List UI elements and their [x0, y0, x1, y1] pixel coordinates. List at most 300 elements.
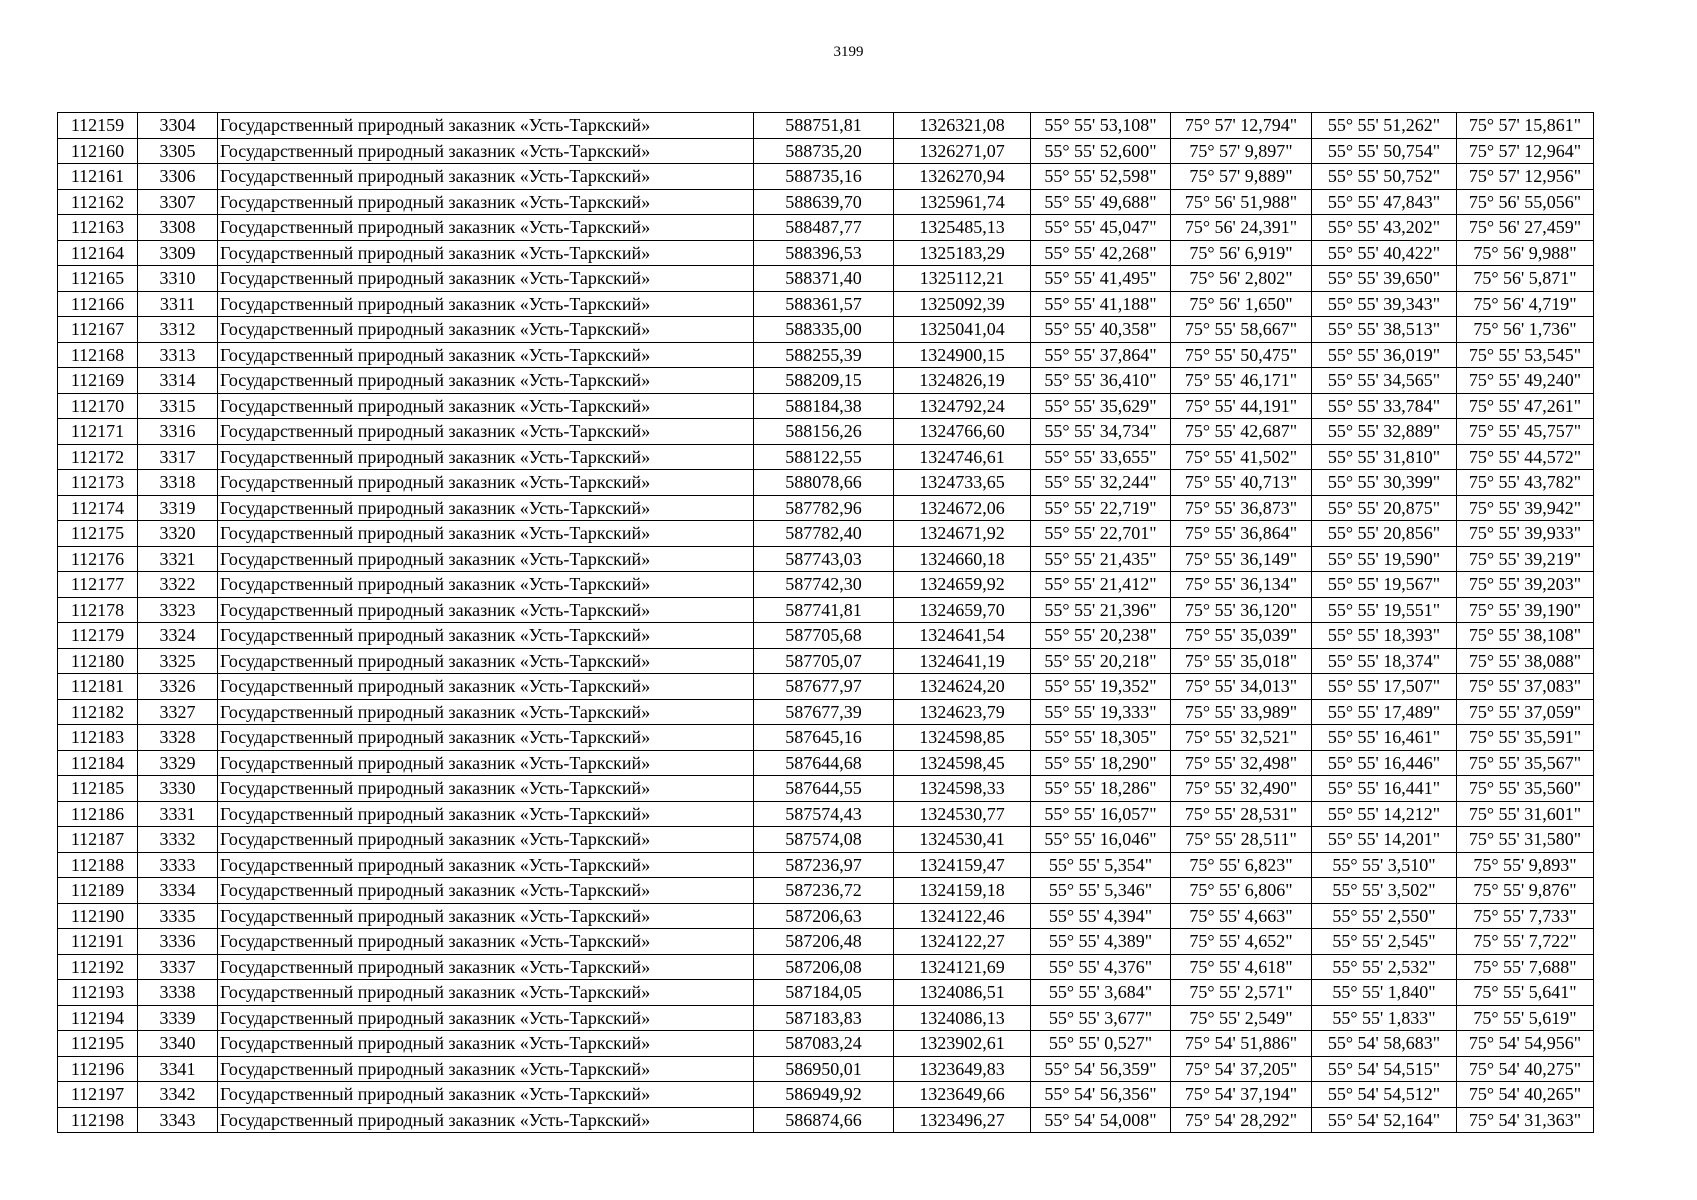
latitude-2-cell: 55° 55' 39,343" — [1312, 291, 1457, 317]
row-id-cell: 112160 — [58, 138, 138, 164]
longitude-1-cell: 75° 55' 4,618" — [1171, 954, 1312, 980]
x-coordinate-cell: 588156,26 — [754, 419, 894, 445]
point-number-cell: 3323 — [138, 597, 218, 623]
reserve-name-cell: Государственный природный заказник «Усть-Таркский» — [218, 776, 754, 802]
reserve-name-cell: Государственный природный заказник «Усть-Таркский» — [218, 1107, 754, 1133]
longitude-1-cell: 75° 55' 32,490" — [1171, 776, 1312, 802]
longitude-2-cell: 75° 55' 37,083" — [1457, 674, 1594, 700]
table-row — [58, 674, 1594, 700]
latitude-2-cell: 55° 55' 1,833" — [1312, 1005, 1457, 1031]
x-coordinate-cell: 586950,01 — [754, 1056, 894, 1082]
row-id-cell: 112196 — [58, 1056, 138, 1082]
table-row — [58, 342, 1594, 368]
longitude-1-cell: 75° 55' 58,667" — [1171, 317, 1312, 343]
longitude-1-cell: 75° 55' 33,989" — [1171, 699, 1312, 725]
point-number-cell: 3328 — [138, 725, 218, 751]
latitude-2-cell: 55° 55' 32,889" — [1312, 419, 1457, 445]
latitude-2-cell: 55° 55' 2,545" — [1312, 929, 1457, 955]
latitude-2-cell: 55° 55' 1,840" — [1312, 980, 1457, 1006]
longitude-2-cell: 75° 55' 39,219" — [1457, 546, 1594, 572]
y-coordinate-cell: 1324659,70 — [894, 597, 1031, 623]
table-row — [58, 572, 1594, 598]
latitude-2-cell: 55° 55' 19,567" — [1312, 572, 1457, 598]
latitude-1-cell: 55° 55' 19,352" — [1031, 674, 1171, 700]
reserve-name-cell: Государственный природный заказник «Усть-Таркский» — [218, 470, 754, 496]
latitude-2-cell: 55° 55' 17,507" — [1312, 674, 1457, 700]
point-number-cell: 3331 — [138, 801, 218, 827]
latitude-1-cell: 55° 55' 18,286" — [1031, 776, 1171, 802]
reserve-name-cell: Государственный природный заказник «Усть-Таркский» — [218, 572, 754, 598]
latitude-2-cell: 55° 55' 50,754" — [1312, 138, 1457, 164]
latitude-2-cell: 55° 55' 36,019" — [1312, 342, 1457, 368]
row-id-cell: 112164 — [58, 240, 138, 266]
longitude-2-cell: 75° 55' 39,942" — [1457, 495, 1594, 521]
x-coordinate-cell: 588184,38 — [754, 393, 894, 419]
reserve-name-cell: Государственный природный заказник «Усть-Таркский» — [218, 980, 754, 1006]
longitude-1-cell: 75° 57' 9,897" — [1171, 138, 1312, 164]
longitude-2-cell: 75° 56' 5,871" — [1457, 266, 1594, 292]
longitude-1-cell: 75° 54' 51,886" — [1171, 1031, 1312, 1057]
latitude-2-cell: 55° 55' 16,461" — [1312, 725, 1457, 751]
y-coordinate-cell: 1324122,46 — [894, 903, 1031, 929]
longitude-2-cell: 75° 55' 35,567" — [1457, 750, 1594, 776]
latitude-1-cell: 55° 54' 56,356" — [1031, 1082, 1171, 1108]
point-number-cell: 3315 — [138, 393, 218, 419]
latitude-2-cell: 55° 54' 54,512" — [1312, 1082, 1457, 1108]
table-row — [58, 317, 1594, 343]
longitude-1-cell: 75° 55' 44,191" — [1171, 393, 1312, 419]
point-number-cell: 3341 — [138, 1056, 218, 1082]
reserve-name-cell: Государственный природный заказник «Усть-Таркский» — [218, 1005, 754, 1031]
latitude-1-cell: 55° 55' 19,333" — [1031, 699, 1171, 725]
longitude-1-cell: 75° 54' 37,194" — [1171, 1082, 1312, 1108]
latitude-1-cell: 55° 55' 20,218" — [1031, 648, 1171, 674]
row-id-cell: 112187 — [58, 827, 138, 853]
longitude-2-cell: 75° 56' 55,056" — [1457, 189, 1594, 215]
reserve-name-cell: Государственный природный заказник «Усть-Таркский» — [218, 1056, 754, 1082]
latitude-2-cell: 55° 55' 19,590" — [1312, 546, 1457, 572]
latitude-1-cell: 55° 55' 4,376" — [1031, 954, 1171, 980]
longitude-2-cell: 75° 57' 12,964" — [1457, 138, 1594, 164]
x-coordinate-cell: 587574,43 — [754, 801, 894, 827]
y-coordinate-cell: 1323902,61 — [894, 1031, 1031, 1057]
row-id-cell: 112167 — [58, 317, 138, 343]
y-coordinate-cell: 1324792,24 — [894, 393, 1031, 419]
latitude-2-cell: 55° 55' 33,784" — [1312, 393, 1457, 419]
latitude-1-cell: 55° 54' 54,008" — [1031, 1107, 1171, 1133]
x-coordinate-cell: 588255,39 — [754, 342, 894, 368]
reserve-name-cell: Государственный природный заказник «Усть-Таркский» — [218, 113, 754, 139]
latitude-1-cell: 55° 55' 36,410" — [1031, 368, 1171, 394]
longitude-1-cell: 75° 55' 4,663" — [1171, 903, 1312, 929]
x-coordinate-cell: 587236,97 — [754, 852, 894, 878]
table-row — [58, 776, 1594, 802]
longitude-2-cell: 75° 55' 37,059" — [1457, 699, 1594, 725]
table-row — [58, 368, 1594, 394]
latitude-2-cell: 55° 55' 39,650" — [1312, 266, 1457, 292]
point-number-cell: 3304 — [138, 113, 218, 139]
y-coordinate-cell: 1324671,92 — [894, 521, 1031, 547]
row-id-cell: 112175 — [58, 521, 138, 547]
table-row — [58, 699, 1594, 725]
table-row — [58, 801, 1594, 827]
y-coordinate-cell: 1324746,61 — [894, 444, 1031, 470]
latitude-1-cell: 55° 55' 4,394" — [1031, 903, 1171, 929]
reserve-name-cell: Государственный природный заказник «Усть-Таркский» — [218, 393, 754, 419]
longitude-1-cell: 75° 55' 34,013" — [1171, 674, 1312, 700]
y-coordinate-cell: 1324766,60 — [894, 419, 1031, 445]
y-coordinate-cell: 1324086,51 — [894, 980, 1031, 1006]
longitude-1-cell: 75° 55' 32,521" — [1171, 725, 1312, 751]
point-number-cell: 3316 — [138, 419, 218, 445]
longitude-1-cell: 75° 55' 36,149" — [1171, 546, 1312, 572]
row-id-cell: 112171 — [58, 419, 138, 445]
point-number-cell: 3319 — [138, 495, 218, 521]
latitude-1-cell: 55° 55' 18,305" — [1031, 725, 1171, 751]
row-id-cell: 112181 — [58, 674, 138, 700]
reserve-name-cell: Государственный природный заказник «Усть-Таркский» — [218, 266, 754, 292]
longitude-1-cell: 75° 55' 36,120" — [1171, 597, 1312, 623]
longitude-1-cell: 75° 55' 6,823" — [1171, 852, 1312, 878]
latitude-2-cell: 55° 55' 47,843" — [1312, 189, 1457, 215]
x-coordinate-cell: 587184,05 — [754, 980, 894, 1006]
latitude-2-cell: 55° 55' 31,810" — [1312, 444, 1457, 470]
table-row — [58, 878, 1594, 904]
latitude-2-cell: 55° 55' 20,875" — [1312, 495, 1457, 521]
longitude-2-cell: 75° 55' 49,240" — [1457, 368, 1594, 394]
point-number-cell: 3335 — [138, 903, 218, 929]
latitude-2-cell: 55° 54' 52,164" — [1312, 1107, 1457, 1133]
point-number-cell: 3317 — [138, 444, 218, 470]
table-row — [58, 929, 1594, 955]
longitude-2-cell: 75° 57' 15,861" — [1457, 113, 1594, 139]
row-id-cell: 112178 — [58, 597, 138, 623]
row-id-cell: 112193 — [58, 980, 138, 1006]
x-coordinate-cell: 587206,48 — [754, 929, 894, 955]
table-row — [58, 444, 1594, 470]
point-number-cell: 3339 — [138, 1005, 218, 1031]
y-coordinate-cell: 1324122,27 — [894, 929, 1031, 955]
reserve-name-cell: Государственный природный заказник «Усть-Таркский» — [218, 240, 754, 266]
latitude-2-cell: 55° 55' 3,502" — [1312, 878, 1457, 904]
point-number-cell: 3340 — [138, 1031, 218, 1057]
x-coordinate-cell: 587743,03 — [754, 546, 894, 572]
row-id-cell: 112186 — [58, 801, 138, 827]
latitude-1-cell: 55° 55' 40,358" — [1031, 317, 1171, 343]
reserve-name-cell: Государственный природный заказник «Усть-Таркский» — [218, 699, 754, 725]
reserve-name-cell: Государственный природный заказник «Усть-Таркский» — [218, 495, 754, 521]
x-coordinate-cell: 587574,08 — [754, 827, 894, 853]
y-coordinate-cell: 1323649,66 — [894, 1082, 1031, 1108]
reserve-name-cell: Государственный природный заказник «Усть-Таркский» — [218, 189, 754, 215]
latitude-1-cell: 55° 55' 4,389" — [1031, 929, 1171, 955]
table-row — [58, 189, 1594, 215]
y-coordinate-cell: 1324659,92 — [894, 572, 1031, 598]
x-coordinate-cell: 586874,66 — [754, 1107, 894, 1133]
row-id-cell: 112169 — [58, 368, 138, 394]
latitude-2-cell: 55° 55' 51,262" — [1312, 113, 1457, 139]
row-id-cell: 112161 — [58, 164, 138, 190]
latitude-1-cell: 55° 55' 20,238" — [1031, 623, 1171, 649]
point-number-cell: 3325 — [138, 648, 218, 674]
row-id-cell: 112170 — [58, 393, 138, 419]
y-coordinate-cell: 1324159,18 — [894, 878, 1031, 904]
latitude-1-cell: 55° 55' 45,047" — [1031, 215, 1171, 241]
longitude-2-cell: 75° 55' 31,580" — [1457, 827, 1594, 853]
row-id-cell: 112162 — [58, 189, 138, 215]
latitude-1-cell: 55° 55' 41,495" — [1031, 266, 1171, 292]
row-id-cell: 112176 — [58, 546, 138, 572]
table-row — [58, 393, 1594, 419]
x-coordinate-cell: 587206,63 — [754, 903, 894, 929]
longitude-1-cell: 75° 57' 12,794" — [1171, 113, 1312, 139]
table-row — [58, 954, 1594, 980]
y-coordinate-cell: 1324641,54 — [894, 623, 1031, 649]
longitude-2-cell: 75° 56' 1,736" — [1457, 317, 1594, 343]
latitude-1-cell: 55° 55' 35,629" — [1031, 393, 1171, 419]
reserve-name-cell: Государственный природный заказник «Усть-Таркский» — [218, 878, 754, 904]
latitude-1-cell: 55° 55' 22,701" — [1031, 521, 1171, 547]
table-row — [58, 980, 1594, 1006]
longitude-2-cell: 75° 55' 38,108" — [1457, 623, 1594, 649]
row-id-cell: 112180 — [58, 648, 138, 674]
row-id-cell: 112190 — [58, 903, 138, 929]
longitude-2-cell: 75° 55' 43,782" — [1457, 470, 1594, 496]
point-number-cell: 3338 — [138, 980, 218, 1006]
row-id-cell: 112165 — [58, 266, 138, 292]
longitude-2-cell: 75° 57' 12,956" — [1457, 164, 1594, 190]
table-body — [58, 113, 1594, 1133]
latitude-2-cell: 55° 55' 38,513" — [1312, 317, 1457, 343]
table-row — [58, 240, 1594, 266]
table-row — [58, 546, 1594, 572]
latitude-1-cell: 55° 55' 3,684" — [1031, 980, 1171, 1006]
reserve-name-cell: Государственный природный заказник «Усть-Таркский» — [218, 852, 754, 878]
point-number-cell: 3322 — [138, 572, 218, 598]
point-number-cell: 3326 — [138, 674, 218, 700]
longitude-2-cell: 75° 55' 7,688" — [1457, 954, 1594, 980]
reserve-name-cell: Государственный природный заказник «Усть-Таркский» — [218, 368, 754, 394]
reserve-name-cell: Государственный природный заказник «Усть-Таркский» — [218, 342, 754, 368]
latitude-2-cell: 55° 55' 20,856" — [1312, 521, 1457, 547]
table-row — [58, 419, 1594, 445]
latitude-2-cell: 55° 55' 2,532" — [1312, 954, 1457, 980]
table-row — [58, 1031, 1594, 1057]
table-row — [58, 164, 1594, 190]
reserve-name-cell: Государственный природный заказник «Усть-Таркский» — [218, 521, 754, 547]
longitude-2-cell: 75° 56' 4,719" — [1457, 291, 1594, 317]
x-coordinate-cell: 587083,24 — [754, 1031, 894, 1057]
x-coordinate-cell: 588735,20 — [754, 138, 894, 164]
y-coordinate-cell: 1325485,13 — [894, 215, 1031, 241]
latitude-2-cell: 55° 55' 17,489" — [1312, 699, 1457, 725]
latitude-1-cell: 55° 55' 52,600" — [1031, 138, 1171, 164]
latitude-1-cell: 55° 55' 16,057" — [1031, 801, 1171, 827]
reserve-name-cell: Государственный природный заказник «Усть-Таркский» — [218, 317, 754, 343]
longitude-2-cell: 75° 55' 39,190" — [1457, 597, 1594, 623]
latitude-1-cell: 55° 55' 41,188" — [1031, 291, 1171, 317]
x-coordinate-cell: 587741,81 — [754, 597, 894, 623]
latitude-1-cell: 55° 55' 21,435" — [1031, 546, 1171, 572]
x-coordinate-cell: 587705,07 — [754, 648, 894, 674]
latitude-2-cell: 55° 55' 43,202" — [1312, 215, 1457, 241]
reserve-name-cell: Государственный природный заказник «Усть-Таркский» — [218, 648, 754, 674]
longitude-2-cell: 75° 55' 39,933" — [1457, 521, 1594, 547]
latitude-2-cell: 55° 54' 54,515" — [1312, 1056, 1457, 1082]
row-id-cell: 112191 — [58, 929, 138, 955]
longitude-2-cell: 75° 55' 53,545" — [1457, 342, 1594, 368]
latitude-2-cell: 55° 55' 34,565" — [1312, 368, 1457, 394]
y-coordinate-cell: 1324826,19 — [894, 368, 1031, 394]
row-id-cell: 112159 — [58, 113, 138, 139]
table-row — [58, 852, 1594, 878]
table-row — [58, 597, 1594, 623]
longitude-2-cell: 75° 55' 39,203" — [1457, 572, 1594, 598]
row-id-cell: 112172 — [58, 444, 138, 470]
longitude-2-cell: 75° 55' 31,601" — [1457, 801, 1594, 827]
longitude-2-cell: 75° 55' 7,722" — [1457, 929, 1594, 955]
row-id-cell: 112198 — [58, 1107, 138, 1133]
latitude-1-cell: 55° 55' 22,719" — [1031, 495, 1171, 521]
longitude-2-cell: 75° 54' 40,275" — [1457, 1056, 1594, 1082]
point-number-cell: 3314 — [138, 368, 218, 394]
latitude-2-cell: 55° 55' 16,441" — [1312, 776, 1457, 802]
table-row — [58, 623, 1594, 649]
x-coordinate-cell: 588122,55 — [754, 444, 894, 470]
y-coordinate-cell: 1326321,08 — [894, 113, 1031, 139]
y-coordinate-cell: 1325183,29 — [894, 240, 1031, 266]
longitude-1-cell: 75° 56' 51,988" — [1171, 189, 1312, 215]
x-coordinate-cell: 588078,66 — [754, 470, 894, 496]
latitude-1-cell: 55° 55' 3,677" — [1031, 1005, 1171, 1031]
latitude-1-cell: 55° 55' 52,598" — [1031, 164, 1171, 190]
y-coordinate-cell: 1324900,15 — [894, 342, 1031, 368]
y-coordinate-cell: 1324086,13 — [894, 1005, 1031, 1031]
longitude-2-cell: 75° 56' 27,459" — [1457, 215, 1594, 241]
latitude-1-cell: 55° 55' 49,688" — [1031, 189, 1171, 215]
longitude-1-cell: 75° 55' 42,687" — [1171, 419, 1312, 445]
row-id-cell: 112168 — [58, 342, 138, 368]
y-coordinate-cell: 1326270,94 — [894, 164, 1031, 190]
table-row — [58, 495, 1594, 521]
row-id-cell: 112189 — [58, 878, 138, 904]
y-coordinate-cell: 1324530,41 — [894, 827, 1031, 853]
point-number-cell: 3308 — [138, 215, 218, 241]
longitude-2-cell: 75° 56' 9,988" — [1457, 240, 1594, 266]
longitude-2-cell: 75° 54' 31,363" — [1457, 1107, 1594, 1133]
x-coordinate-cell: 588371,40 — [754, 266, 894, 292]
reserve-name-cell: Государственный природный заказник «Усть-Таркский» — [218, 419, 754, 445]
latitude-1-cell: 55° 55' 34,734" — [1031, 419, 1171, 445]
point-number-cell: 3327 — [138, 699, 218, 725]
point-number-cell: 3333 — [138, 852, 218, 878]
row-id-cell: 112195 — [58, 1031, 138, 1057]
latitude-2-cell: 55° 55' 14,201" — [1312, 827, 1457, 853]
latitude-2-cell: 55° 55' 3,510" — [1312, 852, 1457, 878]
longitude-2-cell: 75° 55' 45,757" — [1457, 419, 1594, 445]
latitude-1-cell: 55° 55' 53,108" — [1031, 113, 1171, 139]
point-number-cell: 3329 — [138, 750, 218, 776]
y-coordinate-cell: 1324530,77 — [894, 801, 1031, 827]
y-coordinate-cell: 1324121,69 — [894, 954, 1031, 980]
point-number-cell: 3305 — [138, 138, 218, 164]
x-coordinate-cell: 587677,97 — [754, 674, 894, 700]
x-coordinate-cell: 588361,57 — [754, 291, 894, 317]
reserve-name-cell: Государственный природный заказник «Усть-Таркский» — [218, 215, 754, 241]
table-row — [58, 470, 1594, 496]
longitude-1-cell: 75° 55' 28,531" — [1171, 801, 1312, 827]
point-number-cell: 3332 — [138, 827, 218, 853]
longitude-1-cell: 75° 55' 35,018" — [1171, 648, 1312, 674]
y-coordinate-cell: 1324660,18 — [894, 546, 1031, 572]
longitude-2-cell: 75° 55' 44,572" — [1457, 444, 1594, 470]
longitude-1-cell: 75° 55' 2,571" — [1171, 980, 1312, 1006]
x-coordinate-cell: 588735,16 — [754, 164, 894, 190]
row-id-cell: 112166 — [58, 291, 138, 317]
point-number-cell: 3324 — [138, 623, 218, 649]
y-coordinate-cell: 1324624,20 — [894, 674, 1031, 700]
y-coordinate-cell: 1325961,74 — [894, 189, 1031, 215]
latitude-1-cell: 55° 55' 21,396" — [1031, 597, 1171, 623]
row-id-cell: 112184 — [58, 750, 138, 776]
longitude-1-cell: 75° 54' 37,205" — [1171, 1056, 1312, 1082]
y-coordinate-cell: 1324623,79 — [894, 699, 1031, 725]
longitude-1-cell: 75° 56' 24,391" — [1171, 215, 1312, 241]
x-coordinate-cell: 588209,15 — [754, 368, 894, 394]
longitude-2-cell: 75° 55' 35,591" — [1457, 725, 1594, 751]
latitude-2-cell: 55° 54' 58,683" — [1312, 1031, 1457, 1057]
point-number-cell: 3309 — [138, 240, 218, 266]
x-coordinate-cell: 588751,81 — [754, 113, 894, 139]
table-row — [58, 750, 1594, 776]
point-number-cell: 3342 — [138, 1082, 218, 1108]
latitude-2-cell: 55° 55' 2,550" — [1312, 903, 1457, 929]
row-id-cell: 112177 — [58, 572, 138, 598]
table-row — [58, 1082, 1594, 1108]
longitude-1-cell: 75° 55' 6,806" — [1171, 878, 1312, 904]
longitude-1-cell: 75° 55' 36,864" — [1171, 521, 1312, 547]
y-coordinate-cell: 1323496,27 — [894, 1107, 1031, 1133]
longitude-1-cell: 75° 57' 9,889" — [1171, 164, 1312, 190]
table-row — [58, 291, 1594, 317]
table-row — [58, 113, 1594, 139]
x-coordinate-cell: 586949,92 — [754, 1082, 894, 1108]
x-coordinate-cell: 587236,72 — [754, 878, 894, 904]
latitude-1-cell: 55° 55' 0,527" — [1031, 1031, 1171, 1057]
longitude-1-cell: 75° 56' 6,919" — [1171, 240, 1312, 266]
longitude-2-cell: 75° 55' 38,088" — [1457, 648, 1594, 674]
latitude-2-cell: 55° 55' 50,752" — [1312, 164, 1457, 190]
longitude-1-cell: 75° 55' 32,498" — [1171, 750, 1312, 776]
y-coordinate-cell: 1323649,83 — [894, 1056, 1031, 1082]
point-number-cell: 3336 — [138, 929, 218, 955]
table-row — [58, 903, 1594, 929]
longitude-1-cell: 75° 55' 36,134" — [1171, 572, 1312, 598]
row-id-cell: 112188 — [58, 852, 138, 878]
reserve-name-cell: Государственный природный заказник «Усть-Таркский» — [218, 801, 754, 827]
x-coordinate-cell: 588639,70 — [754, 189, 894, 215]
point-number-cell: 3306 — [138, 164, 218, 190]
x-coordinate-cell: 587644,55 — [754, 776, 894, 802]
x-coordinate-cell: 587644,68 — [754, 750, 894, 776]
x-coordinate-cell: 587206,08 — [754, 954, 894, 980]
reserve-name-cell: Государственный природный заказник «Усть-Таркский» — [218, 750, 754, 776]
row-id-cell: 112173 — [58, 470, 138, 496]
latitude-1-cell: 55° 55' 18,290" — [1031, 750, 1171, 776]
latitude-2-cell: 55° 55' 19,551" — [1312, 597, 1457, 623]
reserve-name-cell: Государственный природный заказник «Усть-Таркский» — [218, 291, 754, 317]
reserve-name-cell: Государственный природный заказник «Усть-Таркский» — [218, 597, 754, 623]
